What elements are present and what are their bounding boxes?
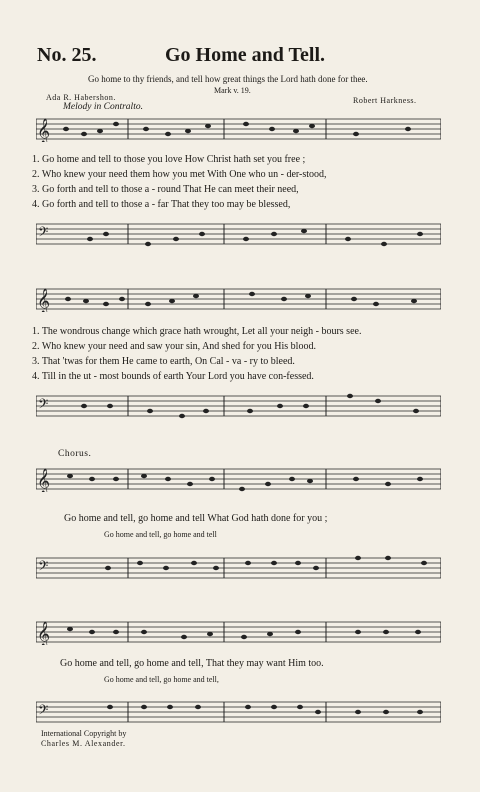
verse-line: 2. Who knew your need them how you met With One who un - der-stood, [32,169,327,180]
bass-staff [36,555,441,581]
verse-line: 1. The wondrous change which grace hath wrought, Let all your neigh - bours see. [32,326,362,337]
verse-line: 1. Go home and tell to those you love How Christ hath set you free ; [32,154,306,165]
treble-staff [36,466,441,492]
treble-staff [36,619,441,645]
bass-staff [36,393,441,419]
svg-text:𝄢: 𝄢 [38,398,49,415]
svg-text:𝄢: 𝄢 [38,226,49,243]
svg-text:𝄞: 𝄞 [37,621,51,645]
chorus-lyric-bass: Go home and tell, go home and tell, [104,675,219,684]
copyright-notice [41,729,126,749]
composer: Robert Harkness. [353,96,417,105]
hymn-number: No. 25. [37,44,97,66]
chorus-lyric-treble: Go home and tell, go home and tell What God hath done for you ; [64,513,328,524]
bass-staff [36,699,441,725]
svg-text:𝄞: 𝄞 [37,118,51,142]
bass-staff [36,221,441,247]
chorus-lyric-bass: Go home and tell, go home and tell [104,530,217,539]
treble-staff [36,286,441,312]
epigraph-reference: Mark v. 19. [214,86,251,95]
verse-line: 3. That 'twas for them He came to earth, On Cal - va - ry to bleed. [32,356,295,367]
melody-note: Melody in Contralto. [63,102,143,112]
verse-line: 4. Till in the ut - most bounds of earth Your Lord you have con-fessed. [32,371,314,382]
svg-text:𝄢: 𝄢 [38,704,49,721]
epigraph: Go home to thy friends, and tell how great things the Lord hath done for thee. [88,74,368,84]
svg-text:𝄢: 𝄢 [38,560,49,577]
svg-text:𝄞: 𝄞 [37,468,51,492]
author: Ada R. Habershon. [46,93,116,102]
hymn-title: Go Home and Tell. [165,44,326,66]
svg-text:𝄞: 𝄞 [37,288,51,312]
chorus-label: Chorus. [58,449,92,459]
copyright-holder: Charles M. Alexander. [41,739,126,748]
verse-line: 2. Who knew your need and saw your sin, And shed for you His blood. [32,341,316,352]
treble-staff [36,116,441,142]
copyright-line: International Copyright by [41,729,127,738]
verse-line: 4. Go forth and tell to those a - far That they too may be blessed, [32,199,291,210]
verse-line: 3. Go forth and tell to those a - round That He can meet their need, [32,184,299,195]
chorus-lyric-treble: Go home and tell, go home and tell, That they may want Him too. [60,658,324,669]
